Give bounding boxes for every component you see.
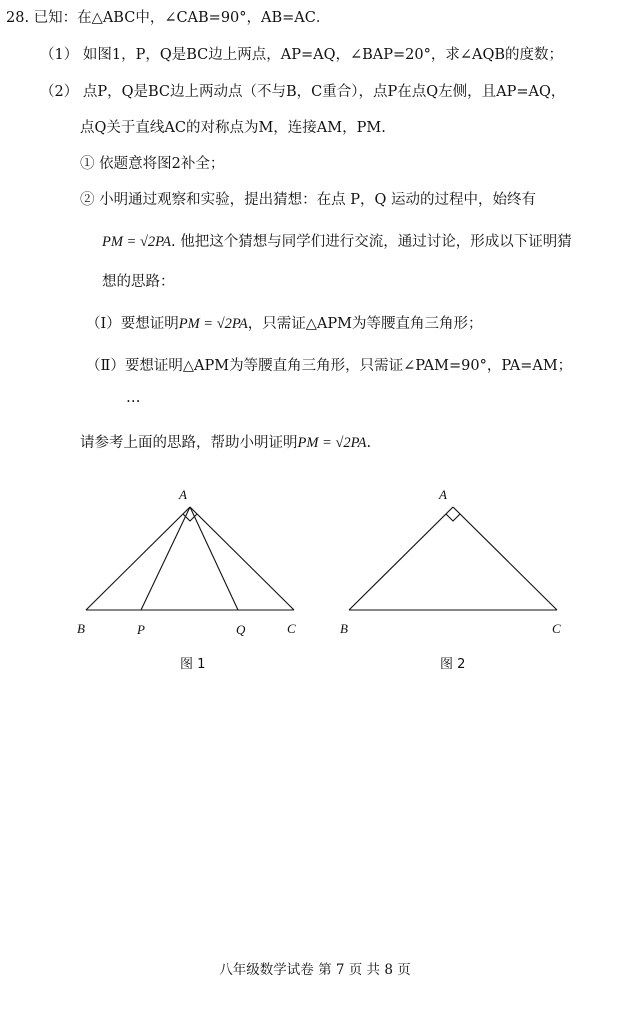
formula-pm-sqrt2-pa: PM = √2PA	[102, 234, 172, 250]
step1-suffix: ，只需证△APM为等腰直角三角形；	[247, 316, 483, 332]
closing-suffix: .	[366, 435, 372, 451]
closing-prefix: 请参考上面的思路，帮助小明证明	[80, 435, 298, 451]
part1-text: 如图1，P，Q是BC边上两点，AP=AQ，∠BAP=20°，求∠AQB的度数；	[82, 47, 564, 63]
sub2-line1: ② 小明通过观察和实验，提出猜想：在点 P，Q 运动的过程中，始终有	[80, 192, 536, 208]
fig2-label-b: B	[340, 621, 348, 636]
question-intro: 已知：在△ABC中，∠CAB=90°，AB=AC．	[33, 10, 331, 26]
part1-number: （1）	[40, 47, 79, 63]
fig2-side-ac	[453, 507, 557, 610]
fig1-label-p: P	[137, 622, 145, 637]
fig1-segment-ap	[141, 507, 190, 610]
part2-number: （2）	[40, 84, 79, 100]
sub1-line: ① 依题意将图2补全；	[80, 156, 225, 172]
sub2-line3: 想的思路：	[102, 274, 175, 290]
fig2-label-a: A	[439, 487, 447, 502]
fig1-label-a: A	[179, 487, 187, 502]
step2-line: （Ⅱ）要想证明△APM为等腰直角三角形，只需证∠PAM=90°，PA=AM；	[86, 358, 573, 374]
fig2-caption: 图 2	[440, 657, 466, 672]
fig1-label-b: B	[77, 621, 85, 636]
figure-2	[349, 507, 557, 610]
part2-text-line1: 点P，Q是BC边上两动点（不与B，C重合），点P在点Q左侧，且AP=AQ，	[82, 84, 566, 100]
fig1-segment-aq	[190, 507, 238, 610]
sub2-text-line2: . 他把这个猜想与同学们进行交流，通过讨论，形成以下证明猜	[171, 234, 572, 250]
formula-pm-sqrt2-pa: PM = √2PA	[178, 316, 248, 332]
ellipsis: …	[126, 390, 141, 406]
page-footer: 八年级数学试卷 第 7 页 共 8 页	[219, 962, 411, 978]
fig1-caption: 图 1	[180, 657, 206, 672]
fig1-label-c: C	[287, 621, 296, 636]
fig2-label-c: C	[552, 621, 561, 636]
fig2-side-ab	[349, 507, 453, 610]
fig1-label-q: Q	[236, 622, 246, 637]
figure-1	[86, 507, 294, 610]
step1-prefix: （Ⅰ）要想证明	[86, 316, 179, 332]
question-number: 28.	[6, 10, 30, 26]
fig1-side-ab	[86, 507, 190, 610]
fig2-right-angle-mark	[446, 514, 460, 521]
part2-line2: 点Q关于直线AC的对称点为M，连接AM，PM.	[80, 120, 386, 136]
fig1-side-ac	[190, 507, 294, 610]
formula-pm-sqrt2-pa: PM = √2PA	[297, 435, 367, 451]
